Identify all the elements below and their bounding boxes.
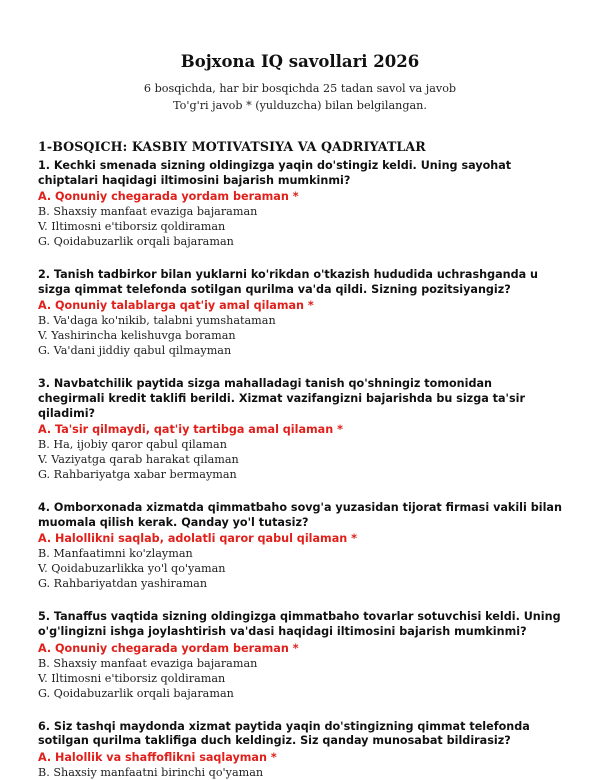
answer-option: B. Shaxsiy manfaat evaziga bajaraman xyxy=(38,656,258,670)
correct-answer-option: A. Qonuniy talablarga qat'iy amal qilaman * xyxy=(38,299,314,313)
question-text: 1. Kechki smenada sizning oldingizga yaqin do'stingiz keldi. Uning sayohat chiptalari haqidagi iltimosini bajarish mumkinmi? xyxy=(38,159,512,187)
document-subtitle-line-2: To'g'ri javob * (yulduzcha) bilan belgilangan. xyxy=(173,99,427,112)
answer-option: V. Vaziyatga qarab harakat qilaman xyxy=(38,453,239,467)
answer-option: G. Qoidabuzarlik orqali bajaraman xyxy=(38,235,234,249)
answer-option: B. Shaxsiy manfaat evaziga bajaraman xyxy=(38,205,258,219)
question-1 xyxy=(38,159,562,249)
answer-option: V. Yashirincha kelishuvga boraman xyxy=(38,329,236,343)
answer-option: B. Shaxsiy manfaatni birinchi qo'yaman xyxy=(38,765,264,779)
question-text: 3. Navbatchilik paytida sizga mahalladagi tanish qo'shningiz tomonidan chegirmali kredit taklifi berildi. Xizmat vazifangizni bajarishda bu sizga ta'sir qiladimi? xyxy=(38,377,525,420)
question-5 xyxy=(38,610,562,700)
answer-option: G. Qoidabuzarlik orqali bajaraman xyxy=(38,686,234,700)
correct-answer-option: A. Qonuniy chegarada yordam beraman * xyxy=(38,641,299,655)
question-text: 2. Tanish tadbirkor bilan yuklarni ko'rikdan o'tkazish hududida uchrashganda u sizga qimmat telefonda sotilgan qurilma va'da qildi. Sizning pozitsiyangiz? xyxy=(38,268,539,296)
answer-option: V. Iltimosni e'tiborsiz qoldiraman xyxy=(38,220,226,234)
answer-option: B. Manfaatimni ko'zlayman xyxy=(38,547,193,561)
question-text: 4. Omborxonada xizmatda qimmatbaho sovg'a yuzasidan tijorat firmasi vakili bilan muomala qilish kerak. Qanday yo'l tutasiz? xyxy=(38,501,562,529)
document-title: Bojxona IQ savollari 2026 xyxy=(180,52,420,71)
answer-option: B. Va'daga ko'nikib, talabni yumshataman xyxy=(38,314,276,328)
answer-option: G. Rahbariyatga xabar bermayman xyxy=(38,468,237,482)
question-3 xyxy=(38,377,562,482)
question-text: 6. Siz tashqi maydonda xizmat paytida yaqin do'stingizning qimmat telefonda sotilgan qurilma taklifiga duch keldingiz. Siz qanday munosabat bildirasiz? xyxy=(38,719,530,748)
question-4 xyxy=(38,501,562,591)
correct-answer-option: A. Ta'sir qilmaydi, qat'iy tartibga amal qilaman * xyxy=(38,423,343,437)
correct-answer-option: A. Halollik va shaffoflikni saqlayman * xyxy=(38,750,277,764)
answer-option: G. Va'dani jiddiy qabul qilmayman xyxy=(38,344,232,358)
document-subtitle-line-1: 6 bosqichda, har bir bosqichda 25 tadan savol va javob xyxy=(143,82,457,95)
correct-answer-option: A. Halollikni saqlab, adolatli qaror qabul qilaman * xyxy=(38,532,357,546)
question-text: 5. Tanaffus vaqtida sizning oldingizga qimmatbaho tovarlar sotuvchisi keldi. Uning o'g'lingizni ishga joylashtirish va'dasi haqidagi iltimosini bajarish mumkinmi? xyxy=(38,610,561,638)
question-6 xyxy=(38,720,562,780)
question-2 xyxy=(38,268,562,358)
answer-option: B. Ha, ijobiy qaror qabul qilaman xyxy=(38,438,227,452)
answer-option: V. Qoidabuzarlikka yo'l qo'yaman xyxy=(38,562,226,576)
section-title: 1-BOSQICH: KASBIY MOTIVATSIYA VA QADRIYATLAR xyxy=(38,139,426,154)
correct-answer-option: A. Qonuniy chegarada yordam beraman * xyxy=(38,190,299,204)
answer-option: G. Rahbariyatdan yashiraman xyxy=(38,577,208,591)
answer-option: V. Iltimosni e'tiborsiz qoldiraman xyxy=(38,671,226,685)
